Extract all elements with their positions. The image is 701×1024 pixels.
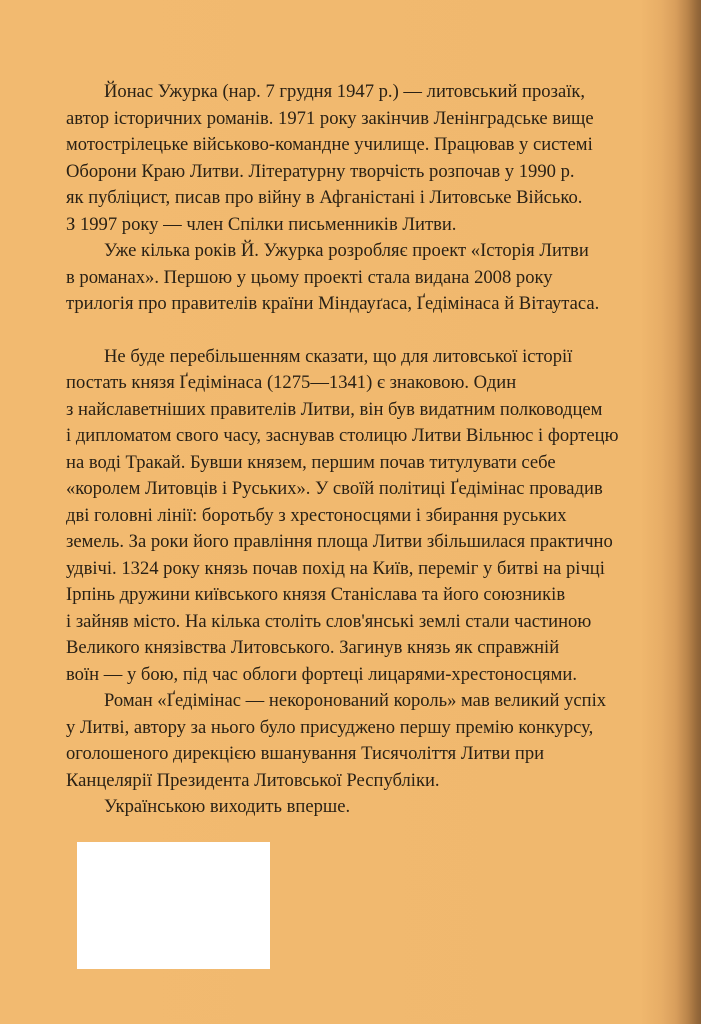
text-line: і зайняв місто. На кілька століть слов'янські землі стали частиною (66, 610, 592, 632)
text-line: Українською виходить вперше. (104, 796, 351, 817)
text-line: Уже кілька років Й. Ужурка розробляє проект «Історія Литви (104, 240, 589, 261)
text-line: і дипломатом свого часу, заснував столицю Литви Вільнюс і фортецю (66, 425, 619, 446)
author-bio-paragraph (66, 79, 646, 238)
text-line: Не буде перебільшенням сказати, що для литовської історії (104, 345, 573, 367)
text-line: в романах». Першою у цьому проекті стала видана 2008 року (66, 266, 553, 288)
text-line: воїн — у бою, під час облоги фортеці лицарями-хрестоносцями. (66, 663, 577, 685)
text-line: Канцелярії Президента Литовської Республіки. (66, 769, 440, 791)
novel-award-paragraph (66, 688, 646, 794)
text-line: мотострілецьке військово-командне училище. Працював у системі (66, 134, 593, 155)
first-edition-paragraph (66, 794, 646, 821)
barcode-placeholder-box (77, 842, 270, 969)
text-line: Йонас Ужурка (нар. 7 грудня 1947 р.) — литовський прозаїк, (104, 81, 586, 102)
text-line: земель. За роки його правління площа Литви збільшилася практично (66, 531, 613, 552)
text-line: з найславетніших правителів Литви, він був видатним полководцем (66, 398, 603, 420)
text-line: оголошеного дирекцією вшанування Тисячоліття Литви при (66, 743, 545, 764)
text-line: як публіцист, писав про війну в Афганістані і Литовське Військо. (66, 187, 583, 208)
text-line: «королем Литовців і Руських». У своїй політиці Ґедімінас провадив (66, 478, 603, 499)
text-line: Великого князівства Литовського. Загинув князь як справжній (66, 637, 560, 658)
text-line: З 1997 року — член Спілки письменників Литви. (66, 213, 457, 235)
text-line: автор історичних романів. 1971 року закінчив Ленінградське вище (66, 107, 594, 129)
text-line: на воді Тракай. Бувши князем, першим почав титулувати себе (66, 451, 556, 473)
text-line: удвічі. 1324 року князь почав похід на Київ, переміг у битві на річці (66, 557, 605, 579)
gediminas-paragraph (66, 344, 646, 689)
paragraph-gap (66, 318, 646, 344)
text-line: дві головні лінії: боротьбу з хрестоносцями і збирання руських (66, 504, 567, 526)
text-line: постать князя Ґедімінаса (1275—1341) є знаковою. Один (66, 372, 517, 393)
text-line: Ірпінь дружини київського князя Станіслава та його союзників (66, 584, 566, 605)
text-line: Оборони Краю Литви. Літературну творчість розпочав у 1990 р. (66, 160, 575, 182)
annotation-text (66, 79, 646, 821)
text-line: у Литві, автору за нього було присуджено першу премію конкурсу, (66, 716, 594, 738)
text-line: трилогія про правителів країни Міндауґаса, Ґедімінаса й Вітаутаса. (66, 293, 600, 314)
project-paragraph (66, 238, 646, 318)
text-line: Роман «Ґедімінас — некоронований король» мав великий успіх (104, 690, 607, 711)
